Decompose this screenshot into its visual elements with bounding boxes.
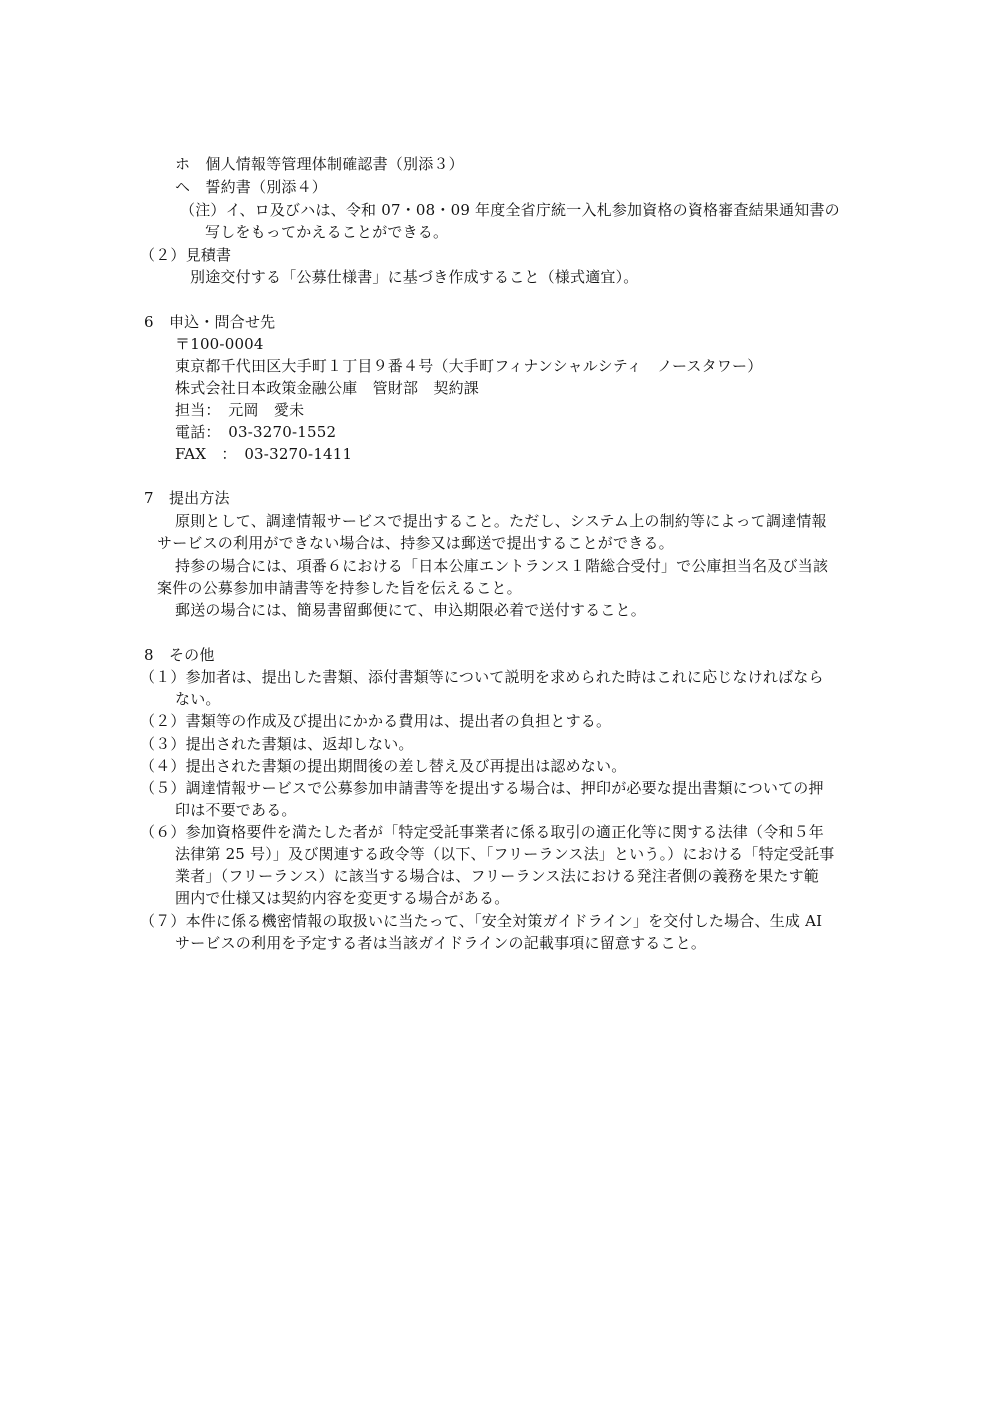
submission-para-1-line-2: サービスの利用ができない場合は、持参又は郵送で提出することができる。 xyxy=(157,534,674,552)
other-item-6-line-4: 囲内で仕様又は契約内容を変更する場合がある。 xyxy=(175,889,510,907)
other-item-6-line-3: 業者」（フリーランス）に該当する場合は、フリーランス法における発注者側の義務を果たす範 xyxy=(175,867,820,885)
other-item-4: （４）提出された書類の提出期間後の差し替え及び再提出は認めない。 xyxy=(140,757,627,775)
section-6-heading: 6 申込・問合せ先 xyxy=(144,313,276,331)
other-item-6-line-1: （６）参加資格要件を満たした者が「特定受託事業者に係る取引の適正化等に関する法律（令和５年 xyxy=(140,823,825,841)
submission-para-1-line-1: 原則として、調達情報サービスで提出すること。ただし、システム上の制約等によって調達情報 xyxy=(175,512,827,530)
other-item-2: （２）書類等の作成及び提出にかかる費用は、提出者の負担とする。 xyxy=(140,712,612,730)
section-7-heading: 7 提出方法 xyxy=(144,489,230,507)
item-ho: ホ 個人情報等管理体制確認書（別添３） xyxy=(175,155,464,173)
other-item-7-line-2: サービスの利用を予定する者は当該ガイドラインの記載事項に留意すること。 xyxy=(175,934,707,952)
fax-number: FAX ： 03-3270-1411 xyxy=(175,445,353,463)
note-line-2: 写しをもってかえることができる。 xyxy=(205,223,449,241)
item-he: ヘ 誓約書（別添４） xyxy=(175,178,328,196)
other-item-6-line-2: 法律第 25 号）」及び関連する政令等（以下、「フリーランス法」という。）における「特定受託事 xyxy=(175,845,835,863)
organization: 株式会社日本政策金融公庫 管財部 契約課 xyxy=(175,379,480,397)
other-item-5-line-1: （５）調達情報サービスで公募参加申請書等を提出する場合は、押印が必要な提出書類についての押 xyxy=(140,779,824,797)
submission-para-2-line-1: 持参の場合には、項番６における「日本公庫エントランス１階総合受付」で公庫担当名及び当該 xyxy=(175,557,829,575)
other-item-1-line-1: （１）参加者は、提出した書類、添付書類等について説明を求められた時はこれに応じなければなら xyxy=(140,668,824,686)
submission-para-2-line-2: 案件の公募参加申請書等を持参した旨を伝えること。 xyxy=(157,579,522,597)
contact-person: 担当： 元岡 愛未 xyxy=(175,401,305,419)
other-item-1-line-2: ない。 xyxy=(175,690,221,708)
note-line-1: （注）イ、ロ及びハは、令和 07・08・09 年度全省庁統一入札参加資格の資格審査結果通知書の xyxy=(180,201,840,219)
other-item-5-line-2: 印は不要である。 xyxy=(175,801,297,819)
estimate-heading: （２）見積書 xyxy=(140,246,232,264)
other-item-3: （３）提出された書類は、返却しない。 xyxy=(140,735,414,753)
other-item-7-line-1: （７）本件に係る機密情報の取扱いに当たって、「安全対策ガイドライン」を交付した場合、生成 AI xyxy=(140,912,823,930)
submission-para-3: 郵送の場合には、簡易書留郵便にて、申込期限必着で送付すること。 xyxy=(175,601,646,619)
phone-number: 電話： 03-3270-1552 xyxy=(175,423,337,441)
address: 東京都千代田区大手町１丁目９番４号（大手町フィナンシャルシティ ノースタワー） xyxy=(175,357,763,375)
section-8-heading: 8 その他 xyxy=(144,646,215,664)
postal-code: 〒100-0004 xyxy=(175,335,264,353)
estimate-body: 別途交付する「公募仕様書」に基づき作成すること（様式適宜）。 xyxy=(190,268,639,286)
